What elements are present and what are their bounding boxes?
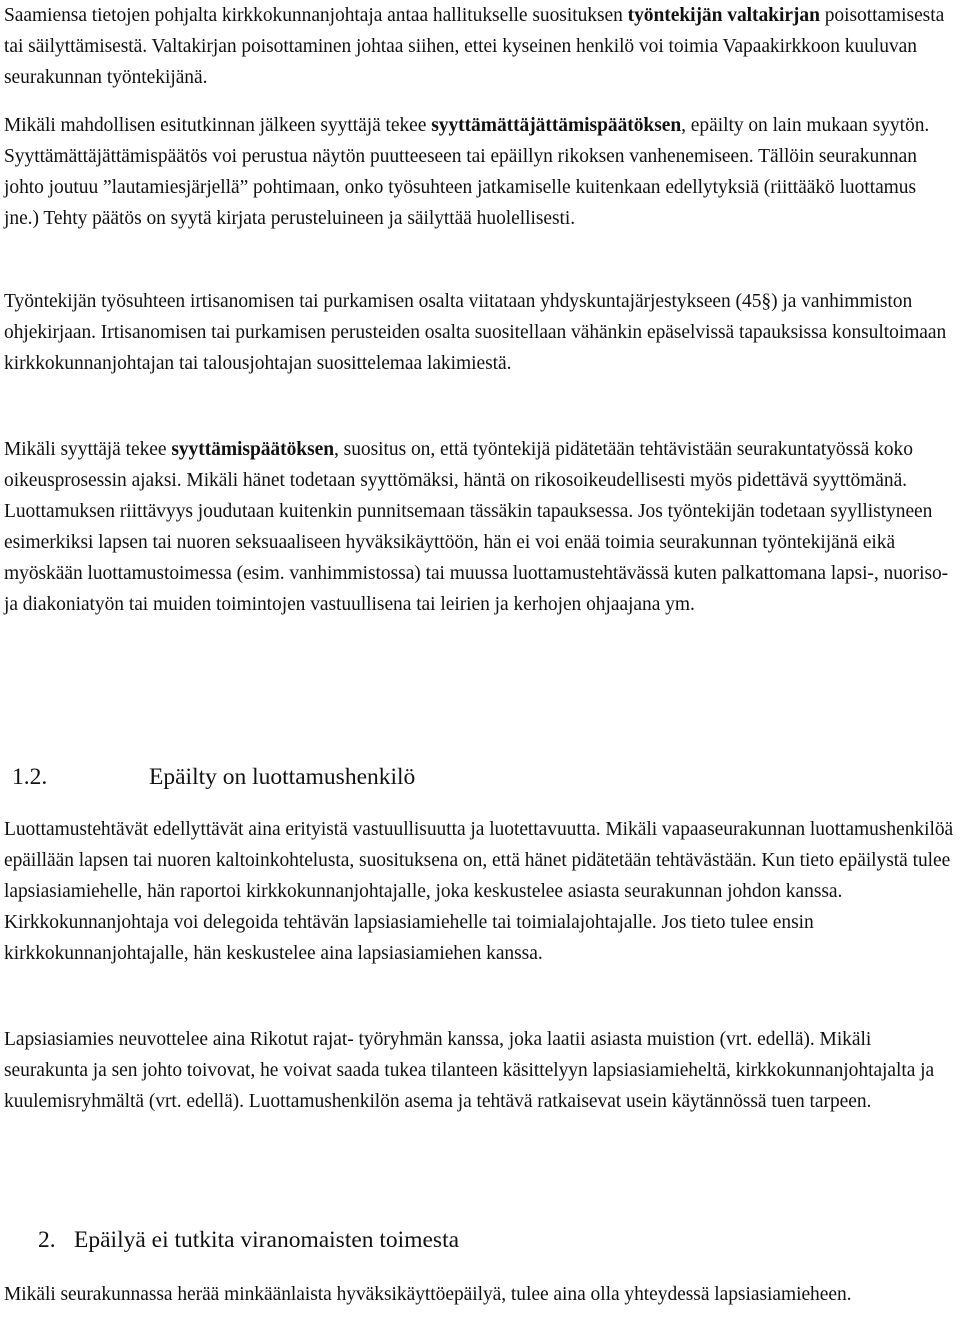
paragraph-text: Saamiensa tietojen pohjalta kirkkokunnanjohtaja antaa hallitukselle suosituksen xyxy=(4,5,628,26)
paragraph-text: poisottamisesta tai säilyttämisestä. Valtakirjan poisottaminen johtaa siihen, ettei kyseinen henkilö voi toimia Vapaakirkkoon kuuluvan seurakunnan työntekijänä. xyxy=(4,5,945,88)
paragraph-valtakirja xyxy=(4,0,954,93)
section-title: Epäilty on luottamushenkilö xyxy=(149,764,416,790)
paragraph-irtisanominen: Työntekijän työsuhteen irtisanomisen tai purkamisen osalta viitataan yhdyskuntajärjestykseen (45§) ja vanhimmiston ohjekirjaan. Irtisanomisen tai purkamisen perusteiden osalta suositellaan vähänkin epäselvissä tapauksissa konsultoimaan kirkkokunnanjohtajan tai talousjohtajan suosittelemaa lakimiestä. xyxy=(4,291,947,374)
section-number: 1.2. xyxy=(12,764,48,790)
paragraph-text: Mikäli syyttäjä tekee xyxy=(4,439,172,460)
paragraph-syyttamispaatos xyxy=(4,434,954,620)
paragraph-luottamustehtavat: Luottamustehtävät edellyttävät aina erityistä vastuullisuutta ja luotettavuutta. Mikäli vapaaseurakunnan luottamushenkilöä epäillään lapsen tai nuoren kaltoinkohtelusta, suosituksena on, että hänet pidätetään tehtävästään. Kun tieto epäilystä tulee lapsiasiamiehelle, hän raportoi kirkkokunnanjohtajalle, joka keskustelee asiasta seurakunnan johdon kanssa. Kirkkokunnanjohtaja voi delegoida tehtävän lapsiasiamiehelle tai toimialajohtajalle. Jos tieto tulee ensin kirkkokunnanjohtajalle, hän keskustelee aina lapsiasiamiehen kanssa. xyxy=(4,819,954,964)
bold-term-syyttamattajattamispaatos: syyttämättäjättämispäätöksen xyxy=(431,115,682,136)
bold-term-valtakirja: työntekijän valtakirjan xyxy=(627,5,820,26)
section-number: 2. xyxy=(38,1227,56,1253)
paragraph-lapsiasiamies: Lapsiasiamies neuvottelee aina Rikotut rajat- työryhmän kanssa, joka laatii asiasta muistion (vrt. edellä). Mikäli seurakunta ja sen johto toivovat, he voivat saada tukea tilanteen käsittelyyn lapsiasiamieheltä, kirkkokunnanjohtajalta ja kuulemisryhmältä (vrt. edellä). Luottamushenkilön asema ja tehtävä ratkaisevat usein käytännössä tuen tarpeen. xyxy=(4,1029,935,1112)
paragraph-syyttamattajattamispaatos xyxy=(4,110,954,234)
paragraph-text: , suositus on, että työntekijä pidätetään tehtävistään seurakuntatyössä koko oikeusprosessin ajaksi. Mikäli hänet todetaan syyttömäksi, häntä on rikosoikeudellisesti myös pidettävä syyttömänä. Luottamuksen riittävyys joudutaan kuitenkin punnitsemaan tässäkin tapauksessa. Jos työntekijän todetaan syyllistyneen esimerkiksi lapsen tai nuoren seksuaaliseen hyväksikäyttöön, hän ei voi enää toimia seurakunnan työntekijänä eikä myöskään luottamustoimessa (esim. vanhimmistossa) tai muussa luottamustehtävässä kuten palkattomana lapsi-, nuoriso- ja diakoniatyön tai muiden toimintojen vastuullisena tai leirien ja kerhojen ohjaajana ym. xyxy=(4,439,949,615)
paragraph-text: Mikäli mahdollisen esitutkinnan jälkeen syyttäjä tekee xyxy=(4,115,432,136)
paragraph-text: , epäilty on lain mukaan syytön. Syyttämättäjättämispäätös voi perustua näytön puutteeseen tai epäillyn rikoksen vanhenemiseen. Tällöin seurakunnan johto joutuu ”lautamiesjärjellä” pohtimaan, onko työsuhteen jatkamiselle kuitenkaan edellytyksiä (riittääkö luottamus jne.) Tehty päätös on syytä kirjata perusteluineen ja säilyttää huolellisesti. xyxy=(4,115,930,229)
bold-term-syyttamispaatos: syyttämispäätöksen xyxy=(171,439,335,460)
paragraph-hyvaksikayttoepaily: Mikäli seurakunnassa herää minkäänlaista hyväksikäyttöepäilyä, tulee aina olla yhteydessä lapsiasiamieheen. xyxy=(4,1284,852,1305)
section-title: Epäilyä ei tutkita viranomaisten toimesta xyxy=(74,1227,460,1253)
